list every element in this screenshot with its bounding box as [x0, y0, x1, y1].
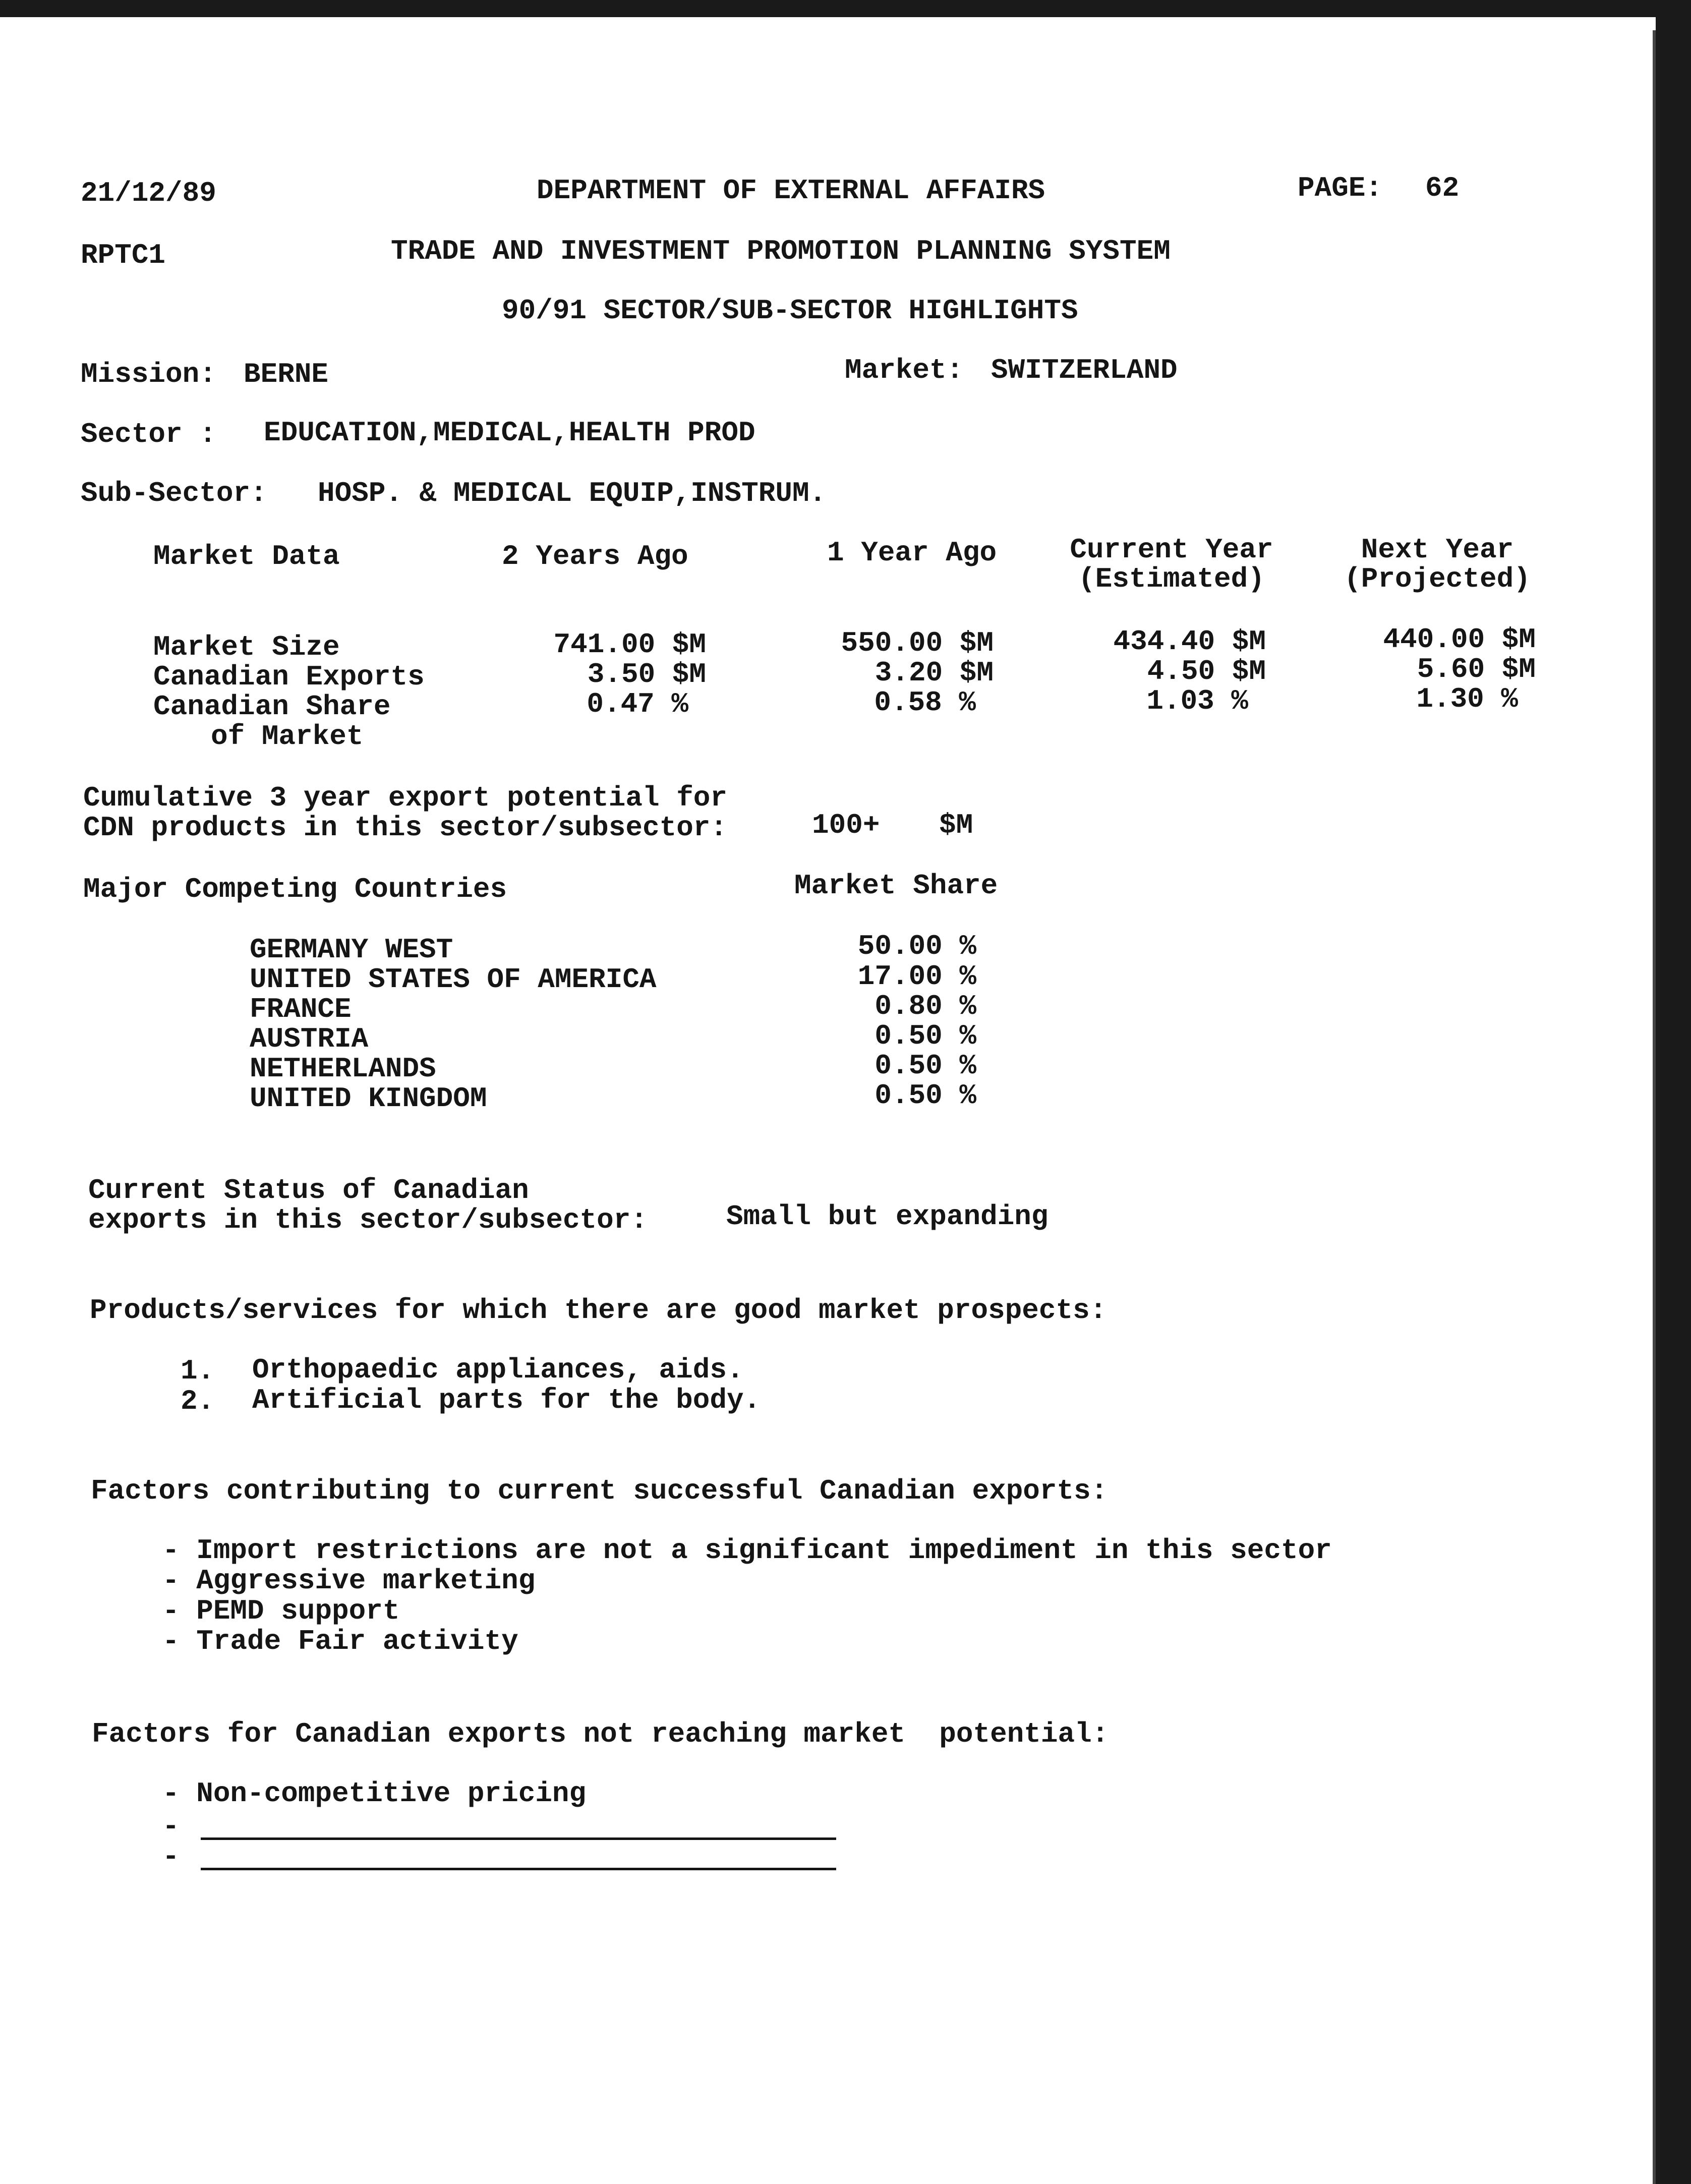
col-current-year-estimated: (Estimated) — [1078, 563, 1265, 595]
cumulative-line-1: Cumulative 3 year export potential for — [83, 782, 728, 814]
sector-value: EDUCATION,MEDICAL,HEALTH PROD — [264, 417, 755, 449]
cell-exports-current: 4.50 $M — [1147, 655, 1266, 687]
subsector-label: Sub-Sector: — [81, 477, 267, 509]
cell-exports-2y: 3.50 $M — [587, 658, 706, 691]
success-factor-item: - Import restrictions are not a significant impediment in this sector — [162, 1534, 1332, 1567]
competitor-country: UNITED KINGDOM — [250, 1082, 487, 1115]
market-label: Market: — [845, 354, 964, 386]
competitor-share: 0.50 % — [874, 1079, 976, 1112]
competitor-share: 17.00 % — [857, 960, 976, 993]
row-label-canadian-exports: Canadian Exports — [153, 661, 425, 693]
mission-label: Mission: — [81, 358, 216, 390]
prospect-text: Artificial parts for the body. — [252, 1384, 761, 1416]
barrier-item: - — [162, 1841, 180, 1873]
col-2-years-ago: 2 Years Ago — [502, 540, 688, 572]
market-share-heading: Market Share — [794, 870, 998, 902]
success-factors-heading: Factors contributing to current successful Canadian exports: — [91, 1475, 1108, 1507]
sector-label: Sector : — [81, 418, 216, 450]
competitor-share: 0.80 % — [874, 990, 976, 1022]
cell-market-size-next: 440.00 $M — [1383, 623, 1536, 656]
market-value: SWITZERLAND — [991, 354, 1178, 386]
competitor-country: AUSTRIA — [250, 1023, 369, 1055]
blank-fill-line — [201, 1868, 836, 1870]
cell-market-size-1y: 550.00 $M — [841, 627, 994, 659]
col-current-year: Current Year — [1070, 534, 1273, 566]
competitor-country: UNITED STATES OF AMERICA — [250, 963, 657, 996]
report-date: 21/12/89 — [81, 177, 216, 209]
cell-share-1y: 0.58 % — [874, 686, 976, 719]
col-next-year-projected: (Projected) — [1344, 563, 1531, 595]
cell-market-size-current: 434.40 $M — [1113, 625, 1266, 658]
prospect-number: 2. — [181, 1385, 215, 1417]
cell-share-2y: 0.47 % — [587, 688, 688, 720]
cumulative-line-2: CDN products in this sector/subsector: — [83, 812, 728, 844]
system-title: TRADE AND INVESTMENT PROMOTION PLANNING SYSTEM — [391, 235, 1171, 267]
cell-market-size-2y: 741.00 $M — [553, 628, 706, 661]
competitor-country: FRANCE — [250, 993, 352, 1025]
row-label-canadian-share: Canadian Share — [153, 691, 391, 723]
competitor-country: NETHERLANDS — [250, 1053, 436, 1085]
cell-share-current: 1.03 % — [1146, 685, 1248, 717]
report-code: RPTC1 — [81, 239, 166, 271]
competitor-share: 0.50 % — [874, 1020, 976, 1052]
cumulative-value: 100+ — [812, 809, 880, 841]
barrier-item: - Non-competitive pricing — [162, 1777, 587, 1810]
row-label-of-market: of Market — [211, 720, 364, 753]
mission-value: BERNE — [244, 358, 329, 390]
competitor-share: 0.50 % — [874, 1050, 976, 1082]
market-data-header: Market Data — [153, 540, 340, 572]
competitor-share: 50.00 % — [857, 930, 976, 962]
competitors-heading: Major Competing Countries — [83, 873, 507, 905]
report-title: 90/91 SECTOR/SUB-SECTOR HIGHLIGHTS — [502, 295, 1078, 327]
col-1-year-ago: 1 Year Ago — [827, 537, 997, 569]
barrier-item: - — [162, 1810, 180, 1843]
prospect-number: 1. — [181, 1355, 215, 1387]
success-factor-item: - Trade Fair activity — [162, 1625, 518, 1657]
success-factor-item: - PEMD support — [162, 1595, 400, 1627]
cell-exports-next: 5.60 $M — [1417, 653, 1536, 685]
scan-border-top — [0, 0, 1691, 17]
prospect-text: Orthopaedic appliances, aids. — [252, 1354, 744, 1386]
competitor-country: GERMANY WEST — [250, 934, 453, 966]
scan-border-right — [1656, 0, 1691, 2184]
scan-border-right-inner — [1653, 30, 1656, 2184]
row-label-market-size: Market Size — [153, 631, 340, 663]
cell-share-next: 1.30 % — [1416, 683, 1518, 715]
subsector-value: HOSP. & MEDICAL EQUIP,INSTRUM. — [318, 477, 827, 509]
barriers-heading: Factors for Canadian exports not reaching market potential: — [92, 1718, 1109, 1750]
prospects-heading: Products/services for which there are good market prospects: — [90, 1294, 1107, 1327]
status-line-1: Current Status of Canadian — [88, 1174, 529, 1206]
department-title: DEPARTMENT OF EXTERNAL AFFAIRS — [537, 175, 1045, 207]
cell-exports-1y: 3.20 $M — [874, 657, 994, 689]
page-label: PAGE: — [1298, 172, 1383, 204]
success-factor-item: - Aggressive marketing — [162, 1565, 536, 1597]
blank-fill-line — [201, 1837, 836, 1840]
page-number: 62 — [1425, 172, 1460, 204]
status-line-2: exports in this sector/subsector: — [88, 1204, 648, 1236]
status-value: Small but expanding — [726, 1200, 1048, 1233]
cumulative-unit: $M — [939, 809, 973, 841]
col-next-year: Next Year — [1361, 534, 1514, 566]
